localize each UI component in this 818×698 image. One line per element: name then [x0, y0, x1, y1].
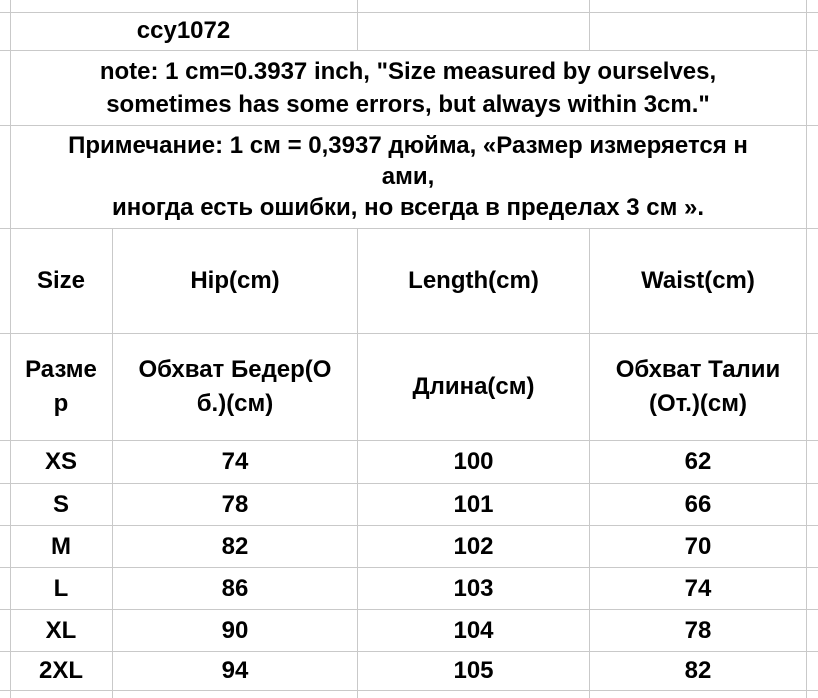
row-length: 100 — [453, 448, 494, 475]
row-hip: 82 — [221, 532, 249, 560]
header-hip-ru — [113, 334, 357, 440]
row-size: XL — [45, 616, 77, 644]
header-size-ru-line-2: р — [53, 390, 69, 417]
row-length: 102 — [453, 532, 494, 560]
grid-line — [357, 0, 358, 50]
row-size: S — [52, 490, 69, 518]
header-hip: Hip(cm) — [190, 267, 280, 294]
row-size: M — [51, 532, 71, 560]
header-length-ru: Длина(см) — [412, 373, 535, 400]
row-hip: 74 — [221, 448, 249, 475]
grid-line — [589, 0, 590, 50]
header-waist-ru-line-2: (От.)(см) — [648, 390, 748, 417]
grid-line — [0, 50, 818, 51]
row-waist: 70 — [684, 532, 712, 560]
row-length: 104 — [453, 616, 494, 644]
row-size: XS — [44, 448, 77, 475]
row-hip: 86 — [221, 574, 249, 602]
note-russian-line-3: иногда есть ошибки, но всегда в пределах 3 см ». — [111, 194, 705, 221]
note-russian — [10, 128, 806, 228]
product-code-text: ccy1072 — [136, 17, 231, 44]
row-waist: 62 — [684, 448, 712, 475]
row-waist: 66 — [684, 490, 712, 518]
row-length: 101 — [453, 490, 494, 518]
header-waist-ru — [590, 334, 806, 440]
row-length: 105 — [453, 657, 494, 684]
row-size: 2XL — [38, 657, 83, 684]
row-length: 103 — [453, 574, 494, 602]
note-russian-line-2: ами, — [381, 163, 435, 190]
header-hip-ru-line-1: Обхват Бедер(О — [138, 356, 332, 383]
row-hip: 90 — [221, 616, 249, 644]
row-hip: 94 — [221, 657, 249, 684]
header-hip-ru-line-2: б.)(см) — [196, 390, 274, 417]
header-length: Length(cm) — [408, 267, 539, 294]
row-waist: 74 — [684, 574, 712, 602]
note-english-line-1: note: 1 cm=0.3937 inch, "Size measured by ourselves, — [99, 58, 717, 85]
row-waist: 78 — [684, 616, 712, 644]
header-size-ru-line-1: Разме — [25, 356, 97, 383]
note-russian-line-1: Примечание: 1 см = 0,3937 дюйма, «Размер измеряется н — [68, 132, 748, 159]
grid-line — [806, 0, 807, 698]
row-size: L — [53, 574, 69, 602]
row-waist: 82 — [684, 657, 712, 684]
product-code — [10, 12, 357, 50]
note-english — [10, 52, 806, 124]
header-waist: Waist(cm) — [641, 267, 755, 294]
header-waist-ru-line-1: Обхват Талии — [615, 356, 781, 383]
grid-line — [0, 125, 818, 126]
row-hip: 78 — [221, 490, 249, 518]
grid-line — [0, 690, 818, 691]
header-size-ru — [10, 334, 112, 440]
header-size: Size — [36, 267, 86, 294]
note-english-line-2: sometimes has some errors, but always within 3cm." — [106, 91, 710, 118]
